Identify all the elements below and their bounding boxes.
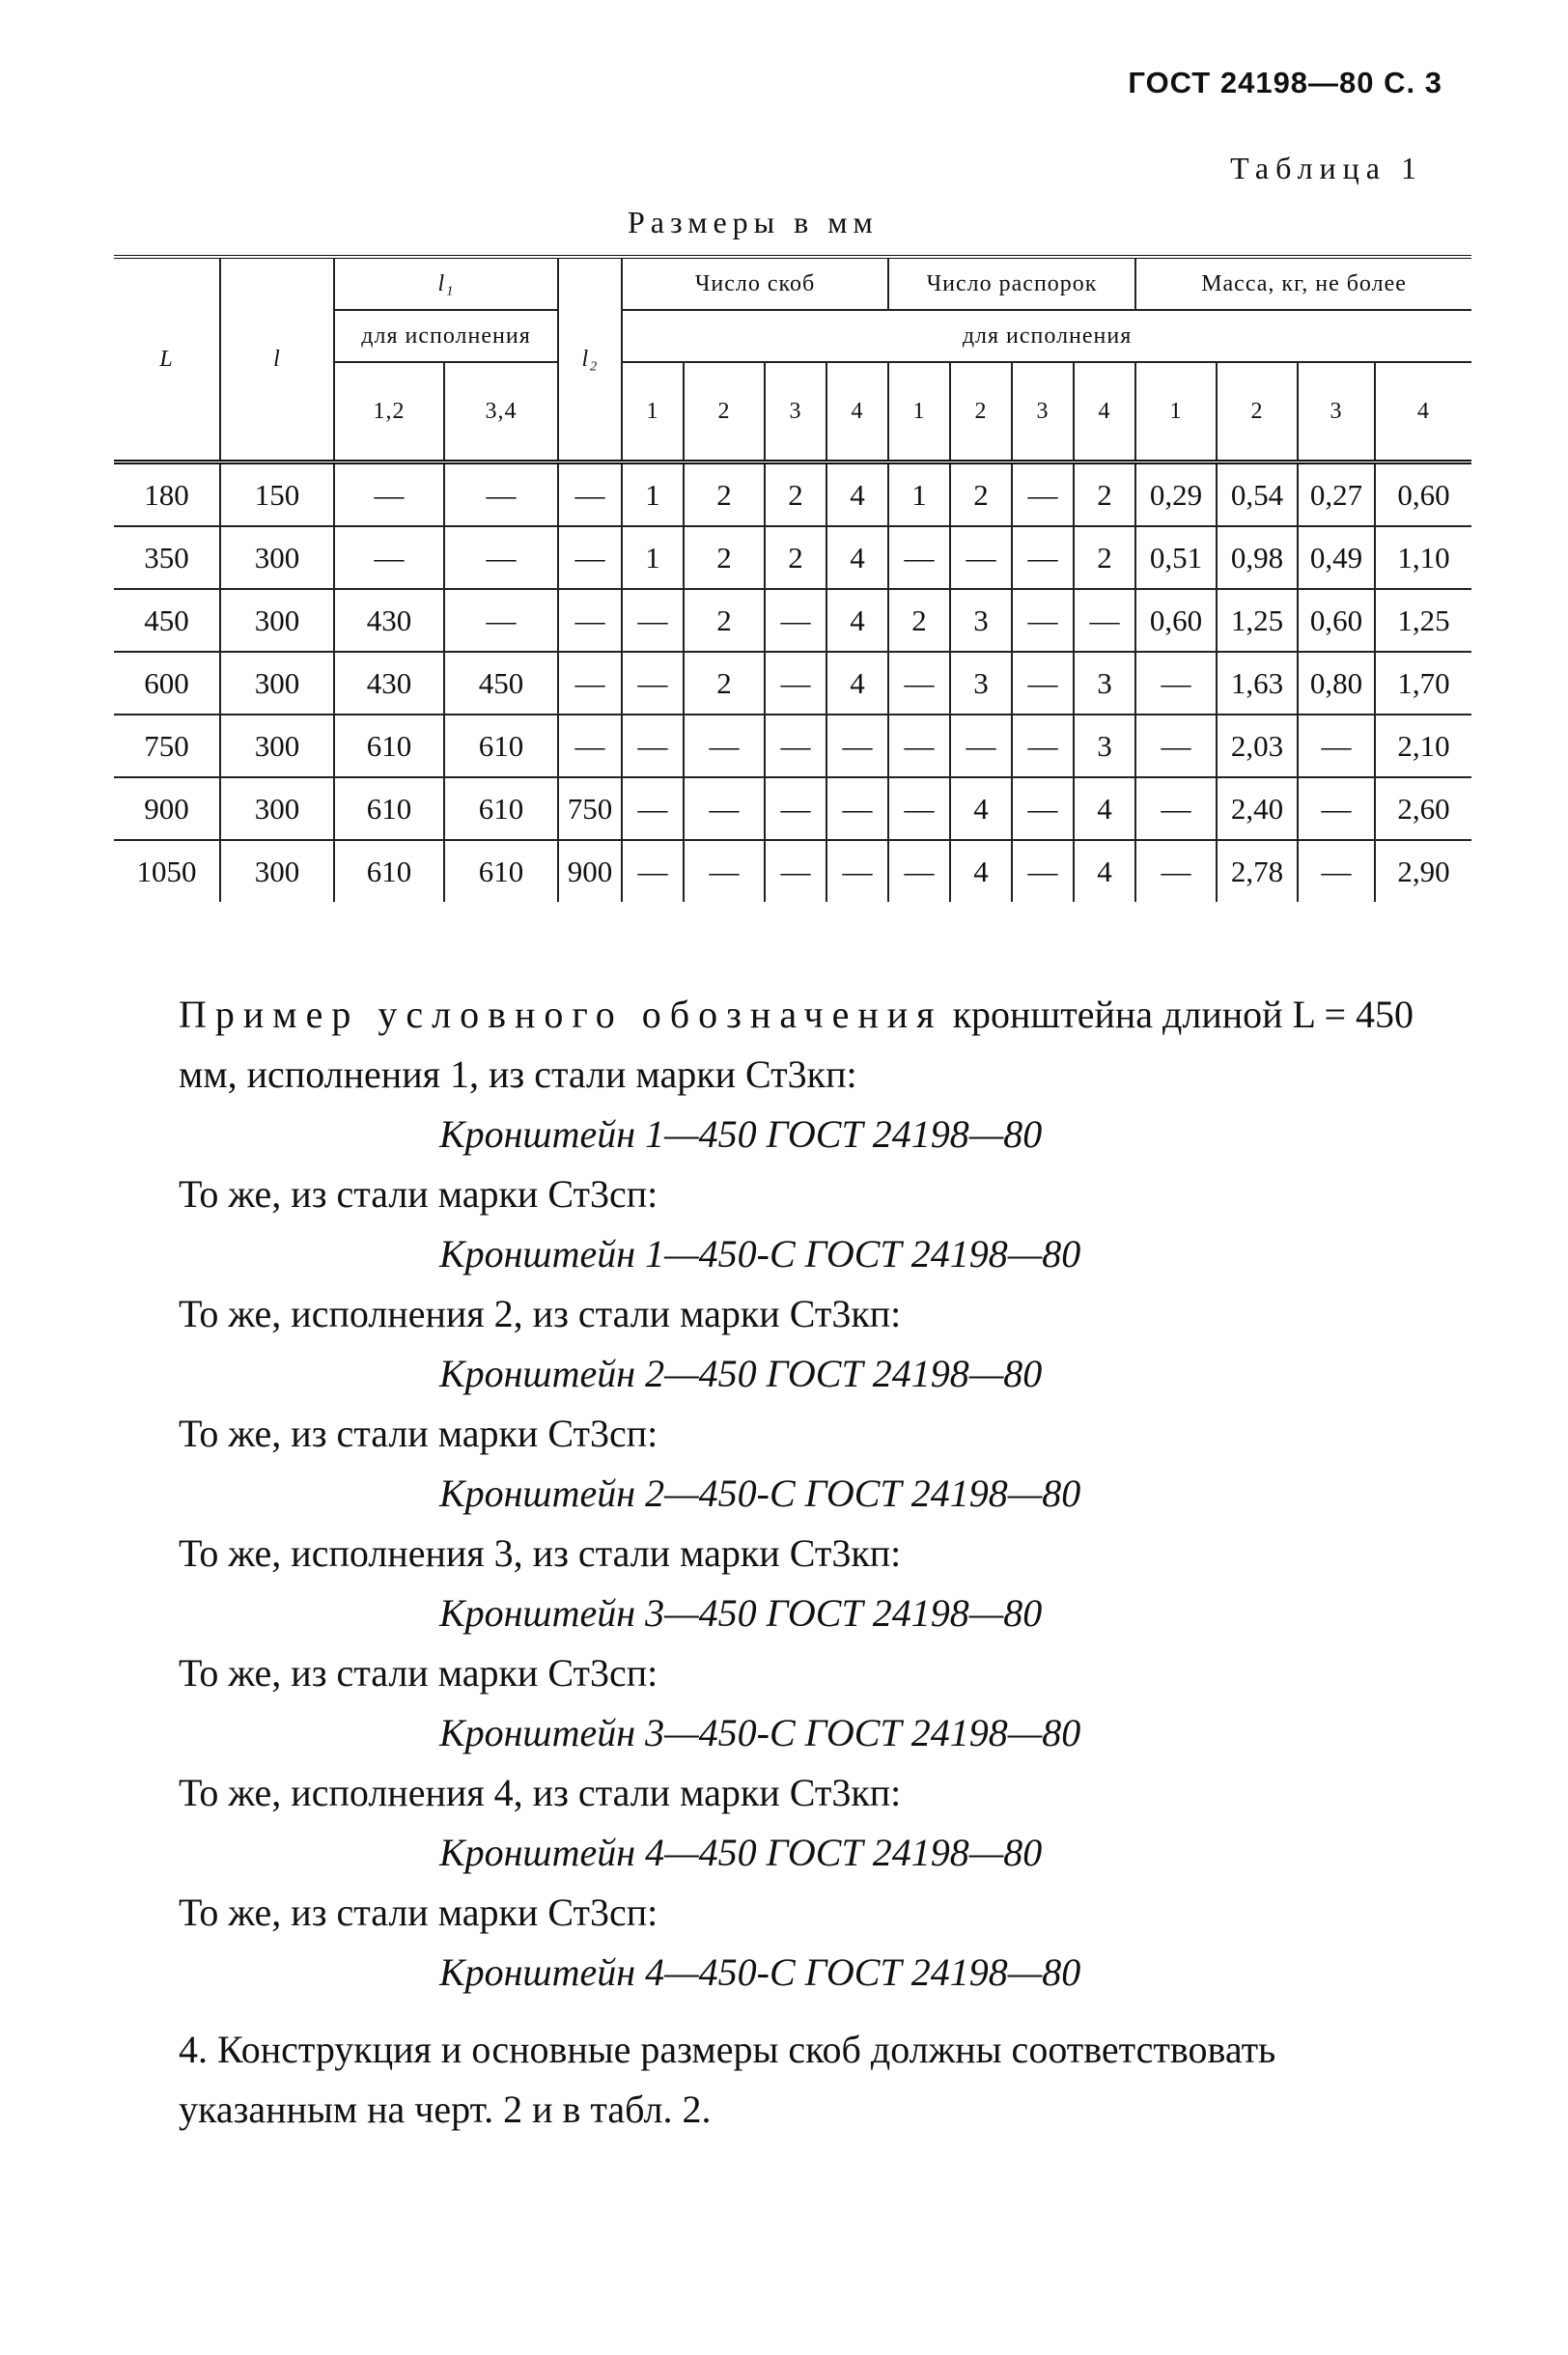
cell-mass: — [1298,715,1375,777]
header-l1: l₁ [334,257,558,310]
final-paragraph: 4. Конструкция и основные размеры скоб должны соответствовать указанным на черт. 2 и в табл. 2. [179,2028,1276,2131]
cell-l: 300 [220,840,334,902]
example-heading: Пример условного обозначения [179,993,943,1036]
cell-l: 300 [220,589,334,652]
cell-skob: — [622,715,684,777]
cell-L: 1050 [114,840,220,902]
cell-skob: 4 [826,652,888,715]
header-rasp-variant: 4 [1074,362,1135,463]
header-mass-variant: 1 [1135,362,1217,463]
cell-l1-12: 610 [334,715,444,777]
cell-mass: 1,25 [1375,589,1471,652]
cell-mass: 2,10 [1375,715,1471,777]
example-paragraph [179,985,1463,1105]
header-dlya-ispolneniya: для исполнения [622,310,1471,362]
cell-rasp: 3 [1074,715,1135,777]
cell-skob: — [765,652,826,715]
header-group-skob: Число скоб [622,257,888,310]
cell-skob: — [684,777,765,840]
cell-mass: 2,60 [1375,777,1471,840]
cell-rasp: — [1012,840,1074,902]
cell-l2: — [558,589,622,652]
designation-lines [179,1105,1463,2003]
cell-L: 350 [114,526,220,589]
table-row [114,777,1471,840]
header-l: l [220,257,334,463]
cell-rasp: — [950,715,1012,777]
cell-mass: 2,78 [1217,840,1298,902]
header-l1-variant: 3,4 [444,362,558,463]
cell-rasp: 3 [950,589,1012,652]
cell-mass: 0,98 [1217,526,1298,589]
cell-mass: 1,25 [1217,589,1298,652]
cell-mass: 0,60 [1375,463,1471,527]
table-row [114,840,1471,902]
designation-line: Кронштейн 1—450 ГОСТ 24198—80 [439,1112,1043,1156]
cell-l1-12: 610 [334,777,444,840]
cell-L: 750 [114,715,220,777]
cell-L: 600 [114,652,220,715]
cell-skob: — [622,652,684,715]
cell-skob: — [765,715,826,777]
designation-line: Кронштейн 3—450-С ГОСТ 24198—80 [439,1711,1081,1754]
header-skob-variant: 1 [622,362,684,463]
cell-mass: 2,90 [1397,854,1450,888]
text-line: То же, исполнения 2, из стали марки Ст3кп: [179,1292,902,1335]
cell-mass: 0,80 [1298,652,1375,715]
cell-skob: 2 [684,589,765,652]
cell-rasp: — [1074,589,1135,652]
header-l2: l₂ [558,257,622,463]
cell-l2: — [558,526,622,589]
cell-skob: — [826,777,888,840]
cell-rasp: 2 [1074,526,1135,589]
table-label: Таблица 1 [1230,151,1423,185]
text-line: То же, из стали марки Ст3сп: [179,1891,658,1934]
text-line: То же, исполнения 3, из стали марки Ст3кп: [179,1531,902,1575]
body-text [179,985,1463,2140]
cell-skob: — [622,777,684,840]
cell-skob: — [765,840,826,902]
cell-l: 300 [220,777,334,840]
cell-skob: 2 [684,652,765,715]
cell-rasp: — [1012,777,1074,840]
cell-L: 450 [114,589,220,652]
text-line: То же, из стали марки Ст3сп: [179,1172,658,1216]
cell-l1-34: 450 [444,652,558,715]
cell-l1-34: 610 [444,715,558,777]
cell-mass: 0,60 [1135,589,1217,652]
cell-mass: 2,40 [1217,777,1298,840]
cell-rasp: 2 [888,589,950,652]
cell-rasp: — [1012,526,1074,589]
cell-mass: 2,03 [1217,715,1298,777]
header-skob-variant: 4 [826,362,888,463]
header-mass-variant: 4 [1375,362,1471,463]
cell-rasp: — [888,526,950,589]
cell-skob: 4 [826,589,888,652]
cell-l: 150 [220,463,334,527]
cell-rasp: — [888,652,950,715]
cell-mass: 1,70 [1375,652,1471,715]
table-row [114,589,1471,652]
cell-skob: — [622,840,684,902]
header-group-rasporok: Число распорок [888,257,1135,310]
cell-skob: — [684,840,765,902]
cell-skob: 4 [826,526,888,589]
cell-rasp: 4 [1074,840,1135,902]
designation-line: Кронштейн 2—450 ГОСТ 24198—80 [439,1352,1043,1395]
cell-skob: 1 [622,526,684,589]
cell-l1-12: 430 [334,652,444,715]
cell-rasp: 4 [950,777,1012,840]
designation-line: Кронштейн 2—450-С ГОСТ 24198—80 [439,1472,1081,1515]
cell-skob: 2 [765,526,826,589]
cell-l1-12: 610 [334,840,444,902]
cell-l: 300 [220,715,334,777]
table-row [114,715,1471,777]
example-rest: кронштейна длиной L = 450 мм, исполнения 1, из стали марки Ст3кп: [179,993,1414,1096]
cell-l2: 900 [558,840,622,902]
table-row [114,652,1471,715]
header-rasp-variant: 2 [950,362,1012,463]
cell-rasp: — [888,840,950,902]
cell-mass: 0,60 [1298,589,1375,652]
cell-skob: 2 [684,463,765,527]
cell-l1-34: 610 [444,840,558,902]
cell-mass: 0,51 [1135,526,1217,589]
header-l1-variant: 1,2 [334,362,444,463]
cell-mass: 0,54 [1217,463,1298,527]
cell-rasp: 2 [1074,463,1135,527]
table-row [114,463,1471,527]
table-row [114,526,1471,589]
cell-mass: — [1135,777,1217,840]
cell-mass: — [1135,840,1217,902]
header-L: L [114,257,220,463]
cell-rasp: 2 [950,463,1012,527]
designation-line: Кронштейн 4—450-С ГОСТ 24198—80 [439,1950,1081,1994]
cell-skob: — [826,715,888,777]
cell-mass: — [1135,652,1217,715]
cell-l2: — [558,652,622,715]
cell-l1-12: — [334,526,444,589]
cell-skob: — [765,777,826,840]
table-head [114,257,1471,463]
designation-line: Кронштейн 1—450-С ГОСТ 24198—80 [439,1232,1081,1276]
cell-skob: 1 [622,463,684,527]
cell-l1-34: — [444,526,558,589]
cell-mass: — [1135,715,1217,777]
dimensions-table [114,255,1471,902]
cell-rasp: — [1012,652,1074,715]
cell-l1-34: 610 [444,777,558,840]
cell-mass: 0,29 [1135,463,1217,527]
cell-l1-34: — [444,589,558,652]
table-body [114,463,1471,903]
cell-l2: — [558,715,622,777]
units-label: Размеры в мм [628,205,879,239]
cell-rasp: — [950,526,1012,589]
designation-line: Кронштейн 4—450 ГОСТ 24198—80 [439,1831,1043,1874]
cell-rasp: — [888,777,950,840]
cell-mass: 1,63 [1217,652,1298,715]
cell-mass: 1,10 [1375,526,1471,589]
cell-rasp: 3 [1074,652,1135,715]
cell-skob: — [826,840,888,902]
text-line: То же, исполнения 4, из стали марки Ст3кп: [179,1771,902,1814]
header-group-massa: Масса, кг, не более [1135,257,1471,310]
cell-rasp: 1 [888,463,950,527]
designation-line: Кронштейн 3—450 ГОСТ 24198—80 [439,1591,1043,1635]
header-rasp-variant: 3 [1012,362,1074,463]
header-l1-sub: для исполнения [334,310,558,362]
cell-rasp: 4 [950,840,1012,902]
cell-rasp: — [888,715,950,777]
cell-l: 300 [220,652,334,715]
cell-rasp: — [1012,715,1074,777]
cell-skob: 2 [684,526,765,589]
cell-l1-34: — [444,463,558,527]
cell-skob: — [622,589,684,652]
cell-skob: 4 [826,463,888,527]
cell-skob: 2 [765,463,826,527]
text-line: То же, из стали марки Ст3сп: [179,1412,658,1455]
cell-l2: 750 [558,777,622,840]
cell-mass: — [1298,840,1375,902]
cell-rasp: — [1012,589,1074,652]
text-line: То же, из стали марки Ст3сп: [179,1651,658,1695]
cell-mass: 0,27 [1298,463,1375,527]
header-mass-variant: 2 [1217,362,1298,463]
page-header: ГОСТ 24198—80 С. 3 [1128,66,1442,99]
cell-L: 180 [114,463,220,527]
cell-skob: — [765,589,826,652]
cell-mass: 0,49 [1298,526,1375,589]
header-mass-variant: 3 [1298,362,1375,463]
cell-l2: — [558,463,622,527]
cell-rasp: 4 [1074,777,1135,840]
cell-mass: — [1298,777,1375,840]
cell-L: 900 [114,777,220,840]
cell-l: 300 [220,526,334,589]
header-skob-variant: 2 [684,362,765,463]
cell-rasp: 3 [950,652,1012,715]
cell-l1-12: 430 [334,589,444,652]
cell-l1-12: — [334,463,444,527]
cell-rasp: — [1012,463,1074,527]
cell-skob: — [684,715,765,777]
header-skob-variant: 3 [765,362,826,463]
header-rasp-variant: 1 [888,362,950,463]
